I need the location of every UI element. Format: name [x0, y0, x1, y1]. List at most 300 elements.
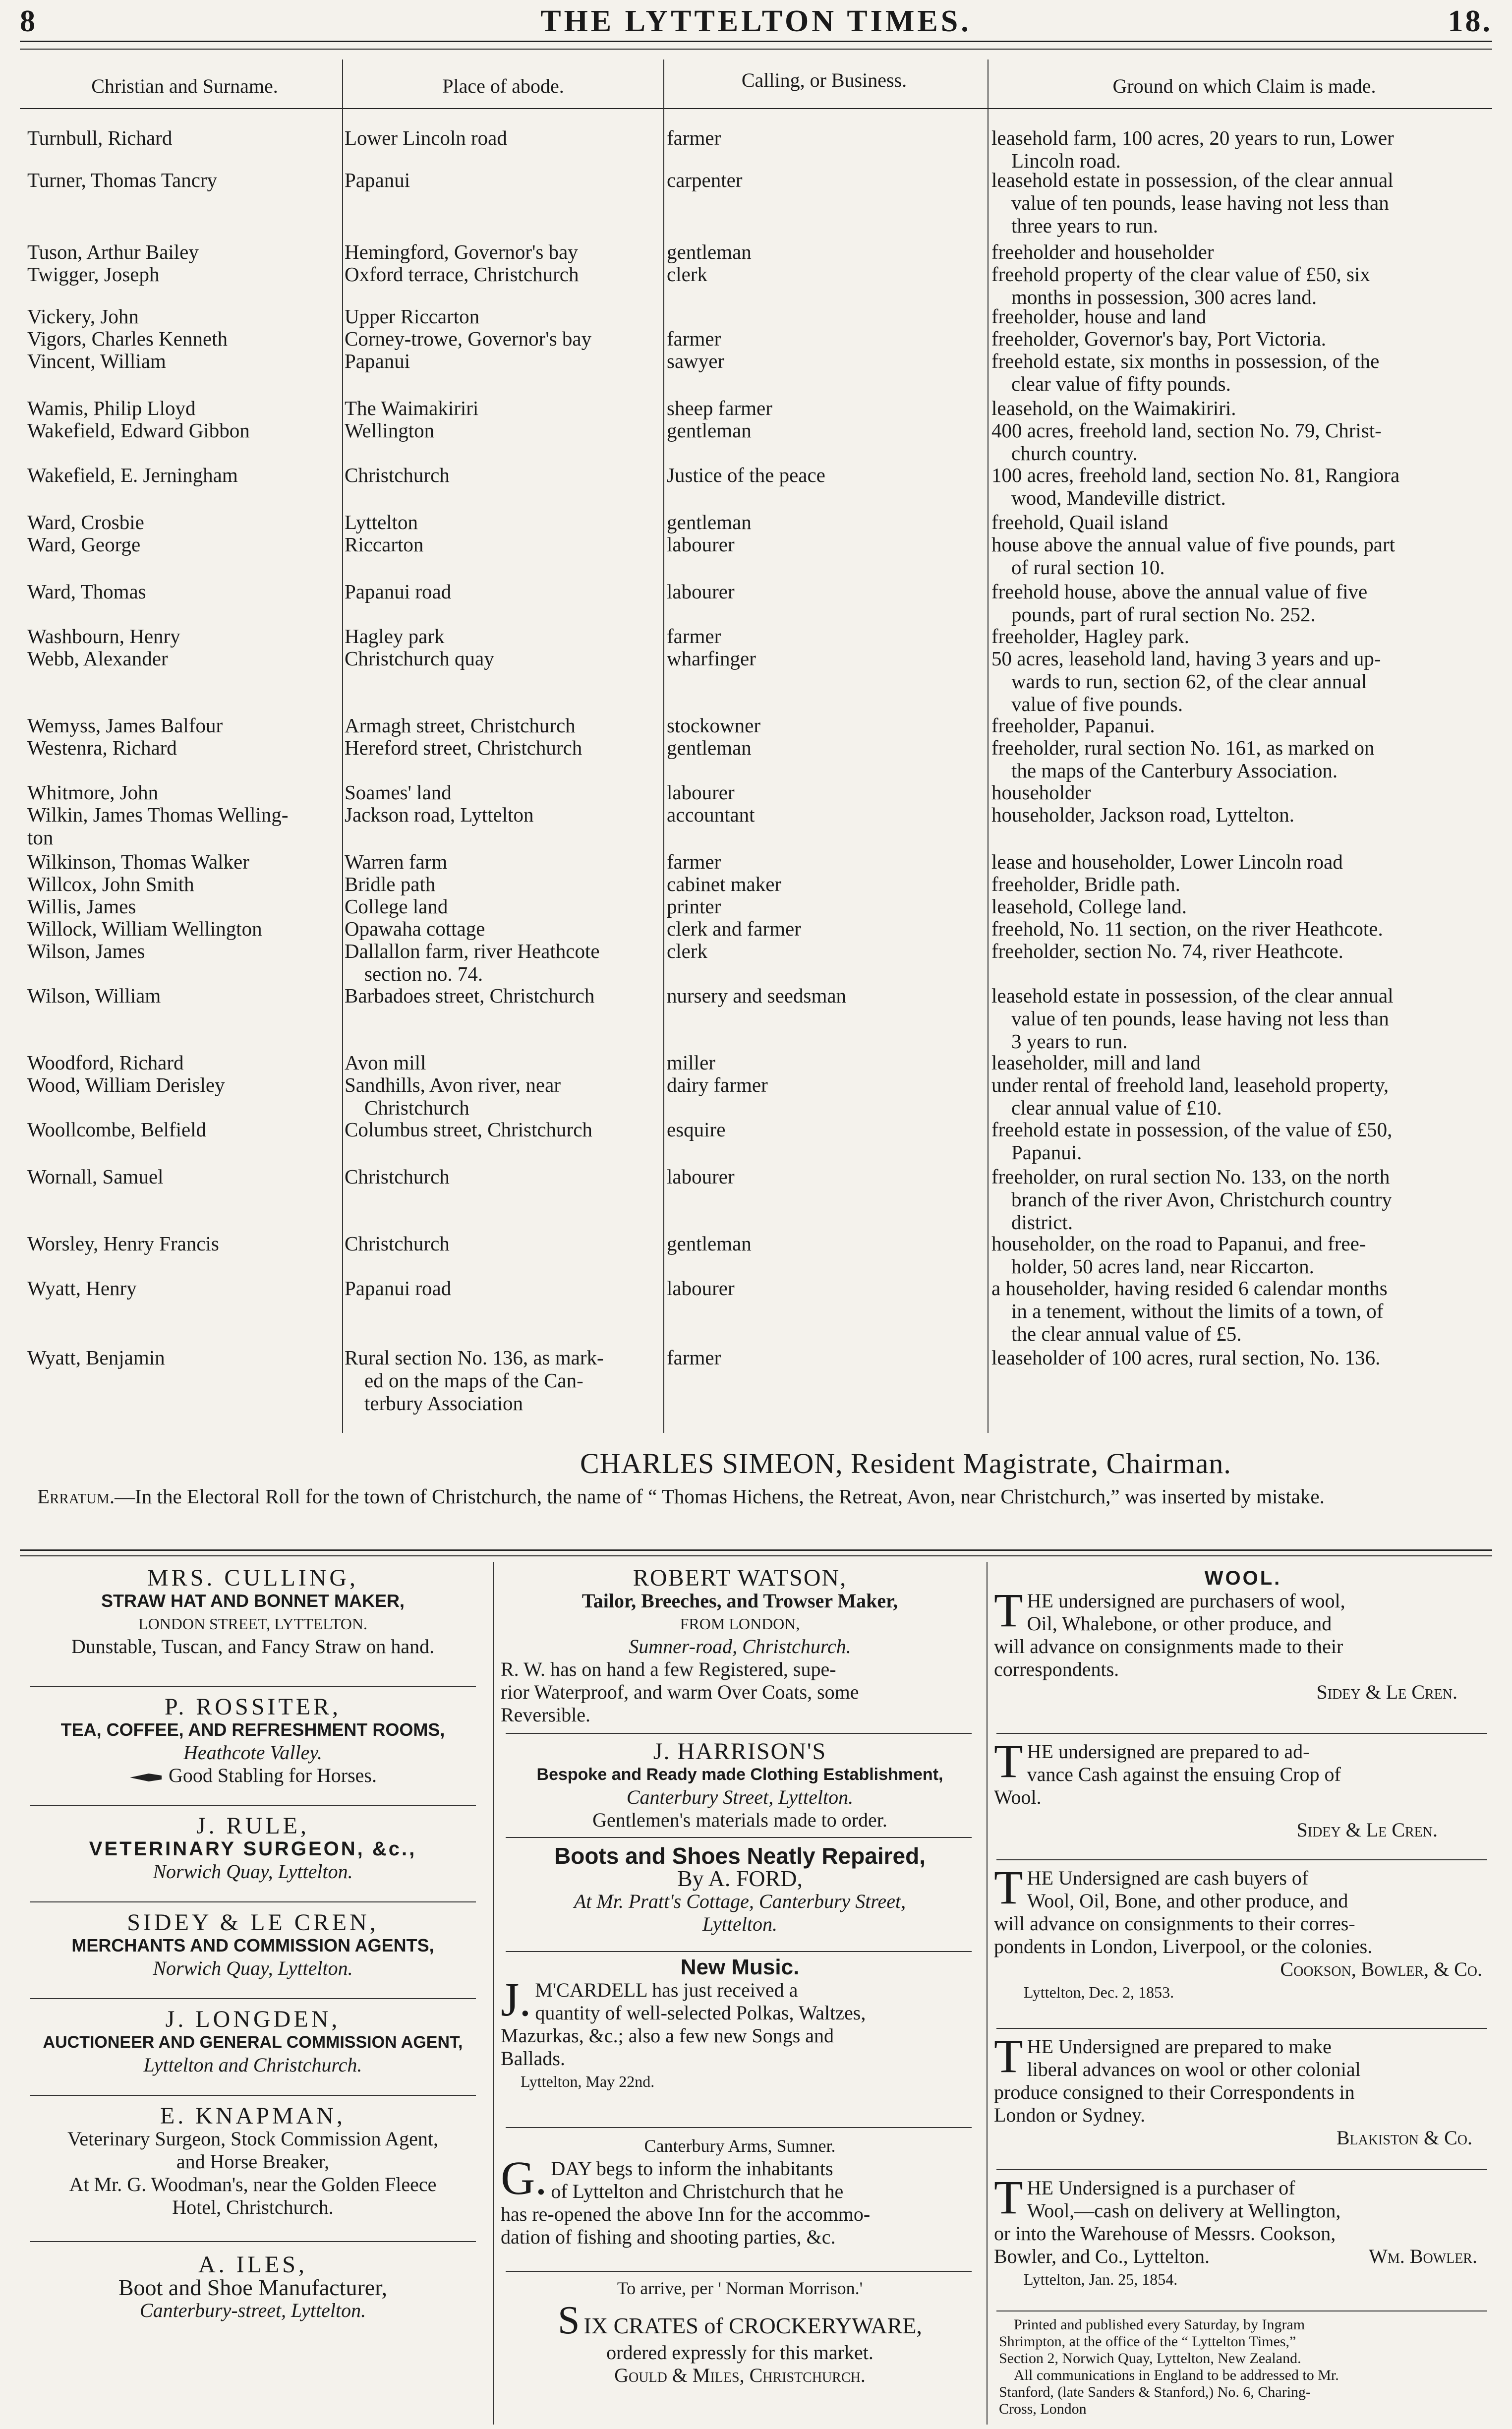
place-of-abode-line: Warren farm [345, 850, 448, 873]
calling [667, 781, 982, 804]
claim-ground [991, 984, 1497, 1053]
ad-text: Veterinary Surgeon, Stock Commission Agent, [67, 2128, 439, 2150]
voter-name [27, 1073, 342, 1096]
claim-ground-line: district. [1011, 1211, 1073, 1234]
voter-name-line: Wilson, James [27, 940, 145, 962]
place-of-abode-line: Dallallon farm, river Heathcote [345, 940, 600, 962]
ads-rule-thin [20, 1555, 1492, 1556]
place-of-abode-line: Papanui road [345, 1277, 452, 1300]
ad-address: Norwich Quay, Lyttelton. [153, 1957, 353, 1979]
ad-advance-sidey [994, 1734, 1492, 1841]
place-of-abode-line: Papanui road [345, 580, 452, 603]
ad-subheading: STRAW HAT AND BONNET MAKER, [101, 1591, 405, 1611]
ad-date: Lyttelton, May 22nd. [521, 2073, 655, 2090]
place-of-abode [345, 397, 662, 419]
ad-rule [20, 1815, 486, 1883]
ad-knapman [20, 2105, 486, 2219]
voter-name [27, 781, 342, 804]
ad-text: Dunstable, Tuscan, and Fancy Straw on hand. [71, 1635, 435, 1658]
ad-heading: To arrive, per ' Norman Morrison.' [617, 2278, 863, 2298]
voter-name-line: Wornall, Samuel [27, 1165, 164, 1188]
ad-divider [996, 2028, 1487, 2029]
ad-address: Sumner-road, Christchurch. [629, 1635, 851, 1658]
calling-line: clerk [667, 940, 707, 962]
calling-line: esquire [667, 1118, 726, 1141]
claim-ground [991, 169, 1497, 237]
calling-line: printer [667, 895, 721, 918]
voter-name [27, 940, 342, 962]
header-name: Christian and Surname. [91, 75, 278, 97]
ad-subheading: MERCHANTS AND COMMISSION AGENTS, [71, 1935, 434, 1955]
voter-name [27, 1118, 342, 1141]
claim-ground [991, 240, 1497, 263]
voter-name [27, 895, 342, 918]
calling-line: farmer [667, 126, 721, 149]
calling-line: gentleman [667, 240, 752, 263]
ad-wool-sidey [994, 1567, 1492, 1704]
ad-text: R. W. has on hand a few Registered, supe- [501, 1658, 836, 1680]
voter-name [27, 803, 342, 849]
ad-subheading: VETERINARY SURGEON, &c., [89, 1838, 417, 1860]
voter-name [27, 917, 342, 940]
claim-ground [991, 419, 1497, 465]
place-of-abode-line: The Waimakiriri [345, 397, 479, 419]
claim-ground [991, 647, 1497, 715]
claim-ground-line: three years to run. [1011, 214, 1158, 237]
calling [667, 169, 982, 191]
ad-divider [506, 1733, 972, 1734]
ad-text: At Mr. G. Woodman's, near the Golden Fleece [69, 2173, 437, 2195]
drop-cap: J. [501, 1973, 531, 2026]
ad-text: Gentlemen's materials made to order. [592, 1809, 887, 1831]
imprint-line: Cross, London [999, 2401, 1087, 2417]
place-of-abode [345, 984, 662, 1007]
claim-ground-line: freehold, No. 11 section, on the river Heathcote. [991, 917, 1383, 940]
place-of-abode [345, 1277, 662, 1300]
voter-name [27, 240, 342, 263]
voter-name-line: Vincent, William [27, 350, 166, 372]
calling-line: dairy farmer [667, 1073, 768, 1096]
voter-name-line: Wilkin, James Thomas Welling- [27, 803, 289, 826]
place-of-abode [345, 781, 662, 804]
ad-heading: New Music. [680, 1955, 800, 1979]
calling-line: labourer [667, 533, 735, 556]
ad-origin: FROM LONDON, [680, 1615, 800, 1633]
voter-name-line: Ward, George [27, 533, 141, 556]
ad-text: Oil, Whalebone, or other produce, and [1027, 1612, 1332, 1635]
ad-signature: Gould & Miles, Christchurch. [614, 2364, 866, 2386]
claim-ground [991, 464, 1497, 509]
place-of-abode [345, 1232, 662, 1255]
claim-ground-line: leasehold, on the Waimakiriri. [991, 397, 1236, 419]
calling [667, 240, 982, 263]
drop-cap: G. [501, 2151, 547, 2204]
ad-divider [996, 1733, 1487, 1734]
column-divider [342, 59, 343, 1433]
voter-name-line: Wyatt, Henry [27, 1277, 137, 1300]
calling [667, 850, 982, 873]
place-of-abode-line: Columbus street, Christchurch [345, 1118, 592, 1141]
place-of-abode [345, 714, 662, 737]
ad-text: HE undersigned are prepared to ad- [1027, 1740, 1310, 1763]
voter-name-line: Wyatt, Benjamin [27, 1346, 165, 1369]
ad-text: will advance on consignments to their corres- [994, 1912, 1355, 1935]
calling [667, 917, 982, 940]
calling [667, 580, 982, 603]
ad-subheading: AUCTIONEER AND GENERAL COMMISSION AGENT, [43, 2033, 463, 2052]
ad-divider [506, 2271, 972, 2272]
calling-line: clerk [667, 263, 707, 286]
imprint-line: Section 2, Norwich Quay, Lyttelton, New Zealand. [999, 2350, 1301, 2367]
claim-ground-line: house above the annual value of five pounds, part [991, 533, 1396, 556]
claim-ground-line: value of five pounds. [1011, 693, 1183, 715]
ad-longden [20, 2008, 486, 2076]
claim-ground-line: the maps of the Canterbury Association. [1011, 759, 1338, 782]
calling [667, 1118, 982, 1141]
calling-line: labourer [667, 1165, 735, 1188]
voter-name [27, 169, 342, 191]
place-of-abode-line: Upper Riccarton [345, 305, 480, 328]
calling-line: labourer [667, 580, 735, 603]
claim-ground-line: freehold, Quail island [991, 511, 1168, 533]
place-of-abode-line: Christchurch [345, 1232, 450, 1255]
imprint [999, 2316, 1490, 2418]
ad-subheading: By A. FORD, [677, 1866, 803, 1891]
voter-name [27, 419, 342, 442]
claim-ground [991, 305, 1497, 328]
ad-text: produce consigned to their Correspondents in [994, 2081, 1355, 2103]
ad-heading: E. KNAPMAN, [160, 2103, 346, 2129]
claim-ground-line: in a tenement, without the limits of a town, of [1011, 1300, 1384, 1322]
claim-ground [991, 1165, 1497, 1234]
ad-sidey-le-cren [20, 1911, 486, 1980]
ad-divider [30, 2241, 476, 2242]
imprint-line: Stanford, (late Sanders & Stanford,) No. 6, Charing- [999, 2384, 1311, 2400]
claim-ground-line: Papanui. [1011, 1141, 1082, 1164]
place-of-abode [345, 895, 662, 918]
place-of-abode-line: Christchurch quay [345, 647, 494, 670]
imprint-line: Shrimpton, at the office of the “ Lyttelton Times,” [999, 2333, 1296, 2350]
voter-name-line: Whitmore, John [27, 781, 159, 804]
place-of-abode-line: Barbadoes street, Christchurch [345, 984, 595, 1007]
ad-text: Wool, Oil, Bone, and other produce, and [1027, 1890, 1348, 1912]
place-of-abode-line: Hereford street, Christchurch [345, 736, 582, 759]
ad-text: quantity of well-selected Polkas, Waltzes, [535, 2002, 866, 2024]
place-of-abode [345, 511, 662, 533]
claim-ground-line: freeholder, Hagley park. [991, 625, 1190, 648]
pointing-hand-icon [129, 1769, 164, 1786]
ad-divider [30, 2095, 476, 2096]
ad-text: pondents in London, Liverpool, or the colonies. [994, 1935, 1373, 1957]
claim-ground [991, 940, 1497, 962]
newspaper-title: THE LYTTELTON TIMES. [540, 4, 972, 38]
ad-address: Lyttelton and Christchurch. [143, 2054, 362, 2076]
ad-divider [30, 1901, 476, 1902]
place-of-abode [345, 647, 662, 670]
claim-ground-line: value of ten pounds, lease having not less than [1011, 191, 1389, 214]
claim-ground-line: 3 years to run. [1011, 1030, 1128, 1053]
calling-line: gentleman [667, 1232, 752, 1255]
claim-ground [991, 1051, 1497, 1074]
claim-ground [991, 714, 1497, 737]
voter-name [27, 984, 342, 1007]
ad-heading: J. LONGDEN, [165, 2006, 341, 2032]
erratum-text: —In the Electoral Roll for the town of Christchurch, the name of “ Thomas Hichens, the Retreat, Avon, near Christchurch,” was inserted by mistake. [115, 1485, 1325, 1508]
place-of-abode [345, 464, 662, 486]
calling-line: labourer [667, 781, 735, 804]
ad-text: or into the Warehouse of Messrs. Cookson, [994, 2222, 1336, 2245]
voter-name-line: Wilkinson, Thomas Walker [27, 850, 249, 873]
claim-ground-line: pounds, part of rural section No. 252. [1011, 603, 1316, 626]
ad-address: Lyttelton. [702, 1913, 777, 1935]
calling-line: stockowner [667, 714, 761, 737]
ad-divider [996, 1859, 1487, 1860]
place-of-abode-line: Riccarton [345, 533, 424, 556]
claim-ground-line: freehold house, above the annual value of five [991, 580, 1368, 603]
place-of-abode [345, 327, 662, 350]
ad-text: has re-opened the above Inn for the accommo- [501, 2203, 871, 2225]
ad-text: HE Undersigned is a purchaser of [1027, 2177, 1295, 2199]
ad-date: Lyttelton, Dec. 2, 1853. [1024, 1983, 1174, 2001]
place-of-abode-line: ed on the maps of the Can- [364, 1369, 583, 1392]
header-calling: Calling, or Business. [741, 69, 907, 91]
calling-line: farmer [667, 327, 721, 350]
calling-line: sawyer [667, 350, 725, 372]
place-of-abode-line: Papanui [345, 350, 410, 372]
claim-ground-line: the clear annual value of £5. [1011, 1322, 1242, 1345]
place-of-abode-line: Hagley park [345, 625, 445, 648]
place-of-abode [345, 419, 662, 442]
ad-signature: Sidey & Le Cren. [1316, 1681, 1457, 1703]
place-of-abode [345, 873, 662, 895]
claim-ground-line: freehold estate in possession, of the value of £50, [991, 1118, 1393, 1141]
ad-text: of Lyttelton and Christchurch that he [551, 2180, 844, 2202]
voter-name [27, 1346, 342, 1369]
ad-text: DAY begs to inform the inhabitants [551, 2157, 833, 2180]
ad-text: HE Undersigned are prepared to make [1027, 2035, 1332, 2058]
place-of-abode-line: Lower Lincoln road [345, 126, 507, 149]
ad-iles [20, 2253, 486, 2322]
ad-address: LONDON STREET, LYTTELTON. [138, 1615, 367, 1633]
voter-name [27, 1051, 342, 1074]
calling [667, 625, 982, 648]
place-of-abode-line: Jackson road, Lyttelton [345, 803, 534, 826]
ad-text: Reversible. [501, 1704, 591, 1726]
calling [667, 1165, 982, 1188]
calling-line: wharfinger [667, 647, 756, 670]
claim-ground-line: leasehold estate in possession, of the clear annual [991, 169, 1394, 191]
ad-heading: J. RULE, [196, 1813, 309, 1839]
header-rule [20, 108, 1492, 109]
voter-name [27, 305, 342, 328]
place-of-abode [345, 240, 662, 263]
voter-name-line: Washbourn, Henry [27, 625, 180, 648]
claim-ground-line: freehold estate, six months in possession, of the [991, 350, 1380, 372]
ad-heading: SIDEY & LE CREN, [127, 1909, 379, 1936]
calling-line: gentleman [667, 736, 752, 759]
claim-ground [991, 511, 1497, 533]
place-of-abode-line: Christchurch [345, 464, 450, 486]
claim-ground [991, 850, 1497, 873]
ad-signature: Cookson, Bowler, & Co. [1280, 1958, 1482, 1980]
place-of-abode [345, 625, 662, 648]
place-of-abode [345, 1051, 662, 1074]
ad-text: and Horse Breaker, [176, 2150, 330, 2173]
ad-text: Hotel, Christchurch. [172, 2196, 334, 2218]
ad-address: At Mr. Pratt's Cottage, Canterbury Street, [574, 1890, 906, 1912]
place-of-abode [345, 917, 662, 940]
place-of-abode-line: College land [345, 895, 448, 918]
place-of-abode [345, 940, 662, 985]
voter-name-line: Willis, James [27, 895, 136, 918]
ad-text: liberal advances on wool or other colonial [1027, 2058, 1361, 2080]
voter-name [27, 511, 342, 533]
drop-cap: S [558, 2299, 580, 2342]
calling-line: miller [667, 1051, 715, 1074]
ad-heading: Boots and Shoes Neatly Repaired, [554, 1843, 926, 1869]
claim-ground [991, 1277, 1497, 1345]
ad-divider [506, 1951, 972, 1952]
ad-text: Wool. [994, 1786, 1042, 1808]
claim-ground-line: 100 acres, freehold land, section No. 81, Rangiora [991, 464, 1400, 486]
calling-line: carpenter [667, 169, 743, 191]
calling [667, 511, 982, 533]
claim-ground [991, 1118, 1497, 1164]
calling [667, 714, 982, 737]
voter-name-line: Wood, William Derisley [27, 1073, 225, 1096]
calling-line: gentleman [667, 511, 752, 533]
ad-divider [30, 1998, 476, 1999]
calling [667, 1051, 982, 1074]
ad-text: HE undersigned are purchasers of wool, [1027, 1590, 1345, 1612]
claim-ground-line: freeholder, Bridle path. [991, 873, 1180, 895]
ad-text: M'CARDELL has just received a [535, 1979, 798, 2001]
masthead-rule [20, 41, 1492, 42]
ad-crockery [501, 2277, 979, 2387]
voter-name [27, 350, 342, 372]
claim-ground [991, 625, 1497, 648]
voter-name [27, 327, 342, 350]
ad-text: HE Undersigned are cash buyers of [1027, 1867, 1309, 1889]
voter-name [27, 1277, 342, 1300]
calling-line: sheep farmer [667, 397, 772, 419]
ad-text-label: Good Stabling for Horses. [169, 1764, 377, 1786]
ad-heading: MRS. CULLING, [147, 1565, 359, 1591]
place-of-abode-line: Soames' land [345, 781, 452, 804]
imprint-line: Printed and published every Saturday, by Ingram [1014, 2316, 1305, 2333]
claim-ground-line: of rural section 10. [1011, 556, 1165, 579]
ad-text: Ballads. [501, 2047, 565, 2070]
calling [667, 1073, 982, 1096]
place-of-abode [345, 305, 662, 328]
voter-name-line: Vigors, Charles Kenneth [27, 327, 228, 350]
place-of-abode [345, 736, 662, 759]
ad-text: rior Waterproof, and warm Over Coats, some [501, 1681, 859, 1703]
place-of-abode [345, 126, 662, 149]
voter-name-line: Woodford, Richard [27, 1051, 184, 1074]
voter-name [27, 397, 342, 419]
claim-ground-line: lease and householder, Lower Lincoln road [991, 850, 1343, 873]
place-of-abode-line: Bridle path [345, 873, 436, 895]
ad-subheading: Bespoke and Ready made Clothing Establishment, [536, 1765, 943, 1784]
place-of-abode-line: terbury Association [364, 1392, 523, 1415]
drop-cap: T [994, 2171, 1023, 2224]
voter-name [27, 850, 342, 873]
calling-line: gentleman [667, 419, 752, 442]
ad-subheading: TEA, COFFEE, AND REFRESHMENT ROOMS, [60, 1719, 445, 1740]
ad-rossiter [20, 1696, 486, 1787]
voter-name [27, 873, 342, 895]
ad-blakiston [994, 2029, 1492, 2149]
claim-ground [991, 917, 1497, 940]
claim-ground [991, 350, 1497, 395]
erratum-label: Erratum. [37, 1485, 115, 1508]
voter-name-line: Ward, Thomas [27, 580, 146, 603]
claim-ground-line: freeholder, on rural section No. 133, on the north [991, 1165, 1390, 1188]
voter-name-line: Turnbull, Richard [27, 126, 173, 149]
claim-ground [991, 873, 1497, 895]
place-of-abode [345, 1118, 662, 1141]
claim-ground-line: months in possession, 300 acres land. [1011, 286, 1317, 308]
calling [667, 397, 982, 419]
ad-heading: J. HARRISON'S [653, 1738, 827, 1765]
claim-ground-line: householder [991, 781, 1091, 804]
voter-name-line: Worsley, Henry Francis [27, 1232, 219, 1255]
ad-day [501, 2134, 979, 2249]
ad-heading: Canterbury Arms, Sumner. [644, 2136, 836, 2156]
claim-ground [991, 533, 1497, 579]
claim-ground-line: freeholder and householder [991, 240, 1214, 263]
calling [667, 647, 982, 670]
masthead-date-fragment: 18. [1448, 4, 1492, 38]
place-of-abode-line: Christchurch [345, 1165, 450, 1188]
place-of-abode-line: Lyttelton [345, 511, 418, 533]
claim-ground [991, 126, 1497, 172]
ad-divider [30, 1686, 476, 1687]
calling [667, 263, 982, 286]
voter-name-line: Westenra, Richard [27, 736, 177, 759]
drop-cap: T [994, 1861, 1023, 1914]
ad-signature: Blakiston & Co. [1336, 2127, 1472, 2149]
ad-address: Norwich Quay, Lyttelton. [153, 1860, 353, 1883]
voter-name-line: Twigger, Joseph [27, 263, 160, 286]
header-abode: Place of abode. [442, 75, 564, 97]
calling-line: nursery and seedsman [667, 984, 847, 1007]
place-of-abode-line: Christchurch [364, 1096, 469, 1119]
voter-name [27, 647, 342, 670]
claim-ground-line: householder, Jackson road, Lyttelton. [991, 803, 1294, 826]
ad-heading: P. ROSSITER, [164, 1694, 342, 1720]
ad-text: correspondents. [994, 1658, 1119, 1680]
calling [667, 1277, 982, 1300]
voter-name-line: Wakefield, E. Jerningham [27, 464, 238, 486]
ad-heading: ROBERT WATSON, [633, 1565, 847, 1591]
claim-ground-line: clear value of fifty pounds. [1011, 372, 1231, 395]
calling [667, 1232, 982, 1255]
calling [667, 736, 982, 759]
erratum-notice [27, 1485, 1490, 1508]
voter-name-line: Willock, William Wellington [27, 917, 262, 940]
drop-cap: T [994, 1584, 1023, 1637]
place-of-abode-line: Armagh street, Christchurch [345, 714, 576, 737]
claim-ground-line: under rental of freehold land, leasehold property, [991, 1073, 1389, 1096]
voter-name-line: Willcox, John Smith [27, 873, 194, 895]
claim-ground-line: Lincoln road. [1011, 149, 1121, 172]
voter-name [27, 714, 342, 737]
voter-name-line: Wamis, Philip Lloyd [27, 397, 196, 419]
place-of-abode-line: Oxford terrace, Christchurch [345, 263, 579, 286]
voter-name [27, 1165, 342, 1188]
